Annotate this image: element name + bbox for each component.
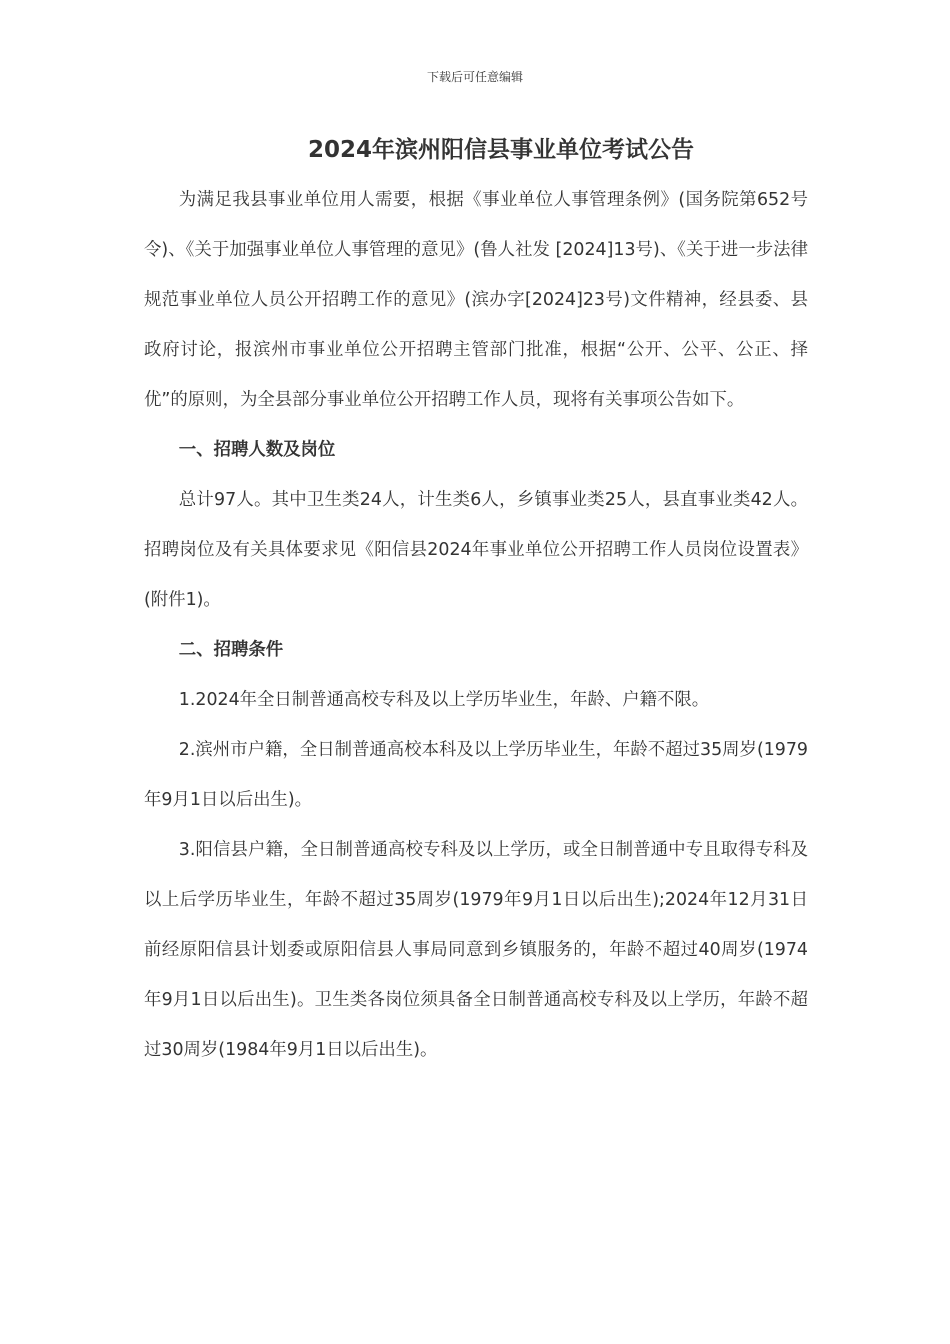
- section-heading-recruitment-positions: 一、招聘人数及岗位: [178, 440, 336, 460]
- condition-item-2: 2.滨州市户籍，全日制普通高校本科及以上学历毕业生，年龄不超过35周岁(1979年9月1日以后出生)。: [144, 740, 808, 810]
- condition-item-3: 3.阳信县户籍，全日制普通高校专科及以上学历，或全日制普通中专且取得专科及以上后学历毕业生，年龄不超过35周岁(1979年9月1日以后出生);2024年12月31日前经原阳信县计划委或原阳信县人事局同意到乡镇服务的，年龄不超过40周岁(1974年9月1日以后出生)。卫生类各岗位须具备全日制普通高校专科及以上学历，年龄不超过30周岁(1984年9月1日以后出生)。: [144, 840, 808, 1060]
- condition-item-1: 1.2024年全日制普通高校专科及以上学历毕业生，年龄、户籍不限。: [178, 690, 710, 710]
- intro-paragraph: 为满足我县事业单位用人需要，根据《事业单位人事管理条例》(国务院第652号令)、《关于加强事业单位人事管理的意见》(鲁人社发 [2024]13号)、《关于进一步法律规范事业单位人员公开招聘工作的意见》(滨办字[2024]23号)文件精神，经县委、县政府讨论，报滨州市事业单位公开招聘主管部门批准，根据“公开、公平、公正、择优”的原则，为全县部分事业单位公开招聘工作人员，现将有关事项公告如下。: [144, 190, 808, 410]
- page-header-note: 下载后可任意编辑: [426, 70, 523, 84]
- document-body: [144, 175, 808, 1075]
- recruitment-count-paragraph: 总计97人。其中卫生类24人，计生类6人，乡镇事业类25人，县直事业类42人。招聘岗位及有关具体要求见《阳信县2024年事业单位公开招聘工作人员岗位设置表》(附件1)。: [144, 490, 808, 610]
- document-title: 2024年滨州阳信县事业单位考试公告: [307, 137, 694, 163]
- section-heading-recruitment-conditions: 二、招聘条件: [178, 640, 284, 660]
